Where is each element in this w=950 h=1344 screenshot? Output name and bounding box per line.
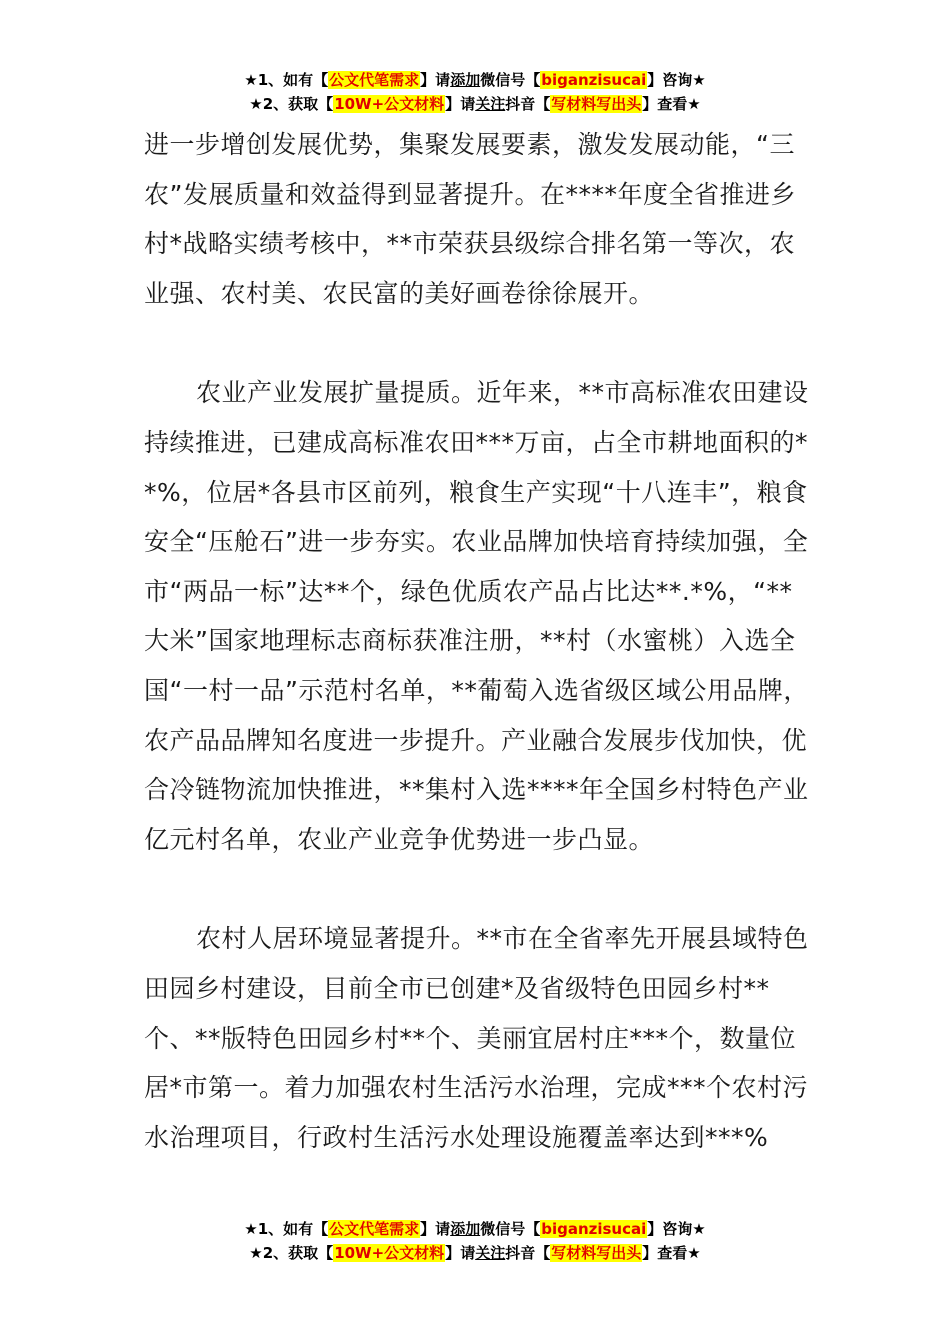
- document-body: [144, 120, 810, 1162]
- promo-highlight: 公文代笔需求: [329, 71, 420, 89]
- promo-underlined: 关注: [475, 1244, 506, 1262]
- promo-line-2: [0, 92, 950, 116]
- promo-highlight: 10W+公文材料: [334, 95, 445, 113]
- promo-highlight: 写材料写出头: [551, 1244, 642, 1262]
- promo-text: 】咨询★: [647, 71, 706, 89]
- promo-text: ★2、获取【: [249, 95, 334, 113]
- promo-highlight: biganzisucai: [541, 1220, 647, 1238]
- promo-line-1: [0, 68, 950, 92]
- promo-text: 】请: [445, 95, 476, 113]
- promo-highlight: biganzisucai: [541, 71, 647, 89]
- paragraph-gap: [144, 318, 810, 368]
- promo-highlight: 写材料写出头: [551, 95, 642, 113]
- promo-text: 微信号【: [480, 71, 541, 89]
- promo-text: 】咨询★: [647, 1220, 706, 1238]
- promo-line-2: [0, 1241, 950, 1265]
- promo-text: 】请: [420, 71, 451, 89]
- promo-text: 】请: [420, 1220, 451, 1238]
- promo-line-1: [0, 1217, 950, 1241]
- promo-text: ★1、如有【: [244, 71, 329, 89]
- promo-underlined: 添加: [450, 71, 481, 89]
- paragraph-gap: [144, 864, 810, 914]
- promo-highlight: 公文代笔需求: [329, 1220, 420, 1238]
- promo-text: ★1、如有【: [244, 1220, 329, 1238]
- promo-text: ★2、获取【: [249, 1244, 334, 1262]
- paragraph-3: 农村人居环境显著提升。**市在全省率先开展县域特色田园乡村建设，目前全市已创建*及省级特色田园乡村**个、**版特色田园乡村**个、美丽宜居村庄***个，数量位居*市第一。着力加强农村生活污水治理，完成***个农村污水治理项目，行政村生活污水处理设施覆盖率达到***%: [144, 924, 809, 1152]
- promo-underlined: 关注: [475, 95, 506, 113]
- header-promo-banner: [0, 68, 950, 116]
- promo-underlined: 添加: [450, 1220, 481, 1238]
- paragraph-2: 农业产业发展扩量提质。近年来，**市高标准农田建设持续推进，已建成高标准农田***万亩，占全市耕地面积的**%，位居*各县市区前列，粮食生产实现“十八连丰”，粮食安全“压舱石”进一步夯实。农业品牌加快培育持续加强，全市“两品一标”达**个，绿色优质农产品占比达**.*%，“**大米”国家地理标志商标获准注册，**村（水蜜桃）入选全国“一村一品”示范村名单，**葡萄入选省级区域公用品牌，农产品品牌知名度进一步提升。产业融合发展步伐加快，优合冷链物流加快推进，**集村入选****年全国乡村特色产业亿元村名单，农业产业竞争优势进一步凸显。: [144, 378, 809, 854]
- promo-text: 抖音【: [505, 95, 551, 113]
- promo-highlight: 10W+公文材料: [334, 1244, 445, 1262]
- paragraph-1: 进一步增创发展优势，集聚发展要素，激发发展动能，“三农”发展质量和效益得到显著提升。在****年度全省推进乡村*战略实绩考核中，**市荣获县级综合排名第一等次，农业强、农村美、农民富的美好画卷徐徐展开。: [144, 130, 796, 308]
- promo-text: 抖音【: [505, 1244, 551, 1262]
- footer-promo-banner: [0, 1217, 950, 1265]
- promo-text: 】请: [445, 1244, 476, 1262]
- promo-text: 微信号【: [480, 1220, 541, 1238]
- promo-text: 】查看★: [642, 1244, 701, 1262]
- promo-text: 】查看★: [642, 95, 701, 113]
